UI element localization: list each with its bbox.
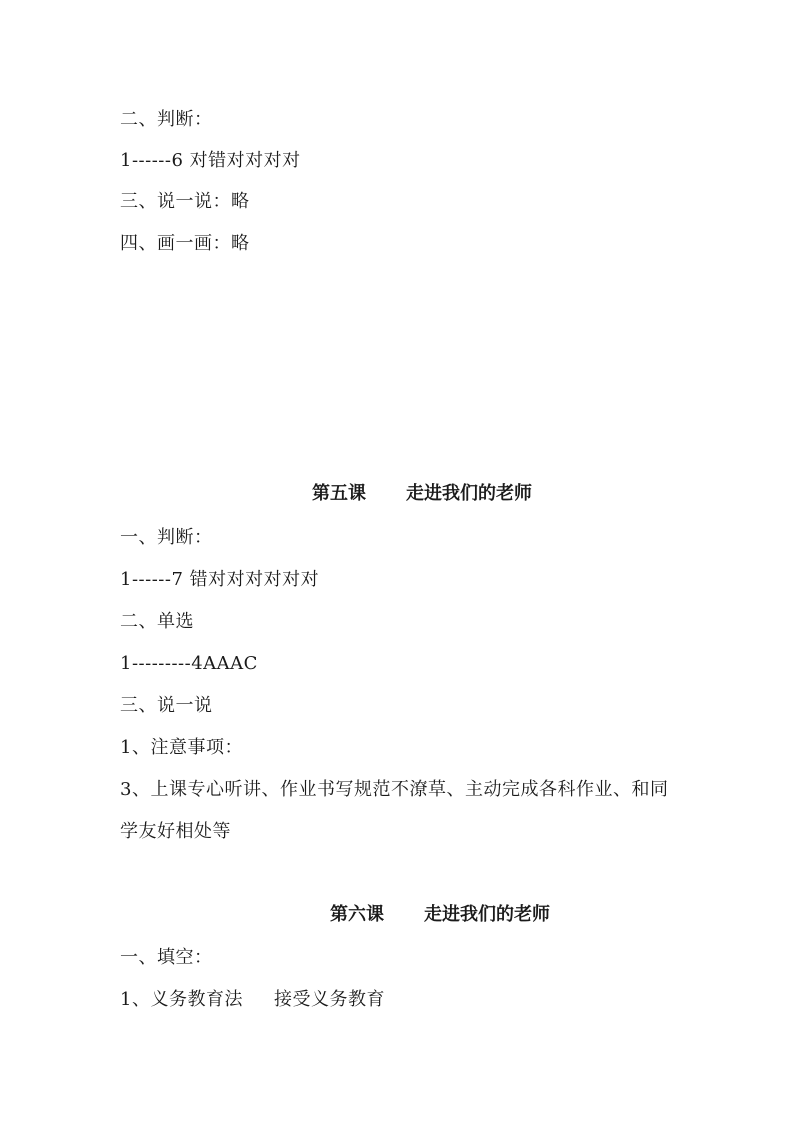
lesson-number: 第六课	[330, 904, 384, 925]
answer-line: 1------6 对错对对对对	[120, 150, 301, 171]
section-heading-discuss: 三、说一说：略	[120, 191, 250, 212]
answer-line: 1、义务教育法 接受义务教育	[120, 989, 386, 1010]
section-heading-single-choice: 二、单选	[120, 611, 194, 632]
answer-line: 学友好相处等	[120, 821, 231, 842]
answer-line: 1------7 错对对对对对对	[120, 569, 320, 590]
answer-line: 3、上课专心听讲、作业书写规范不潦草、主动完成各科作业、和同	[120, 779, 669, 800]
answer-line: 1---------4AAAC	[120, 653, 258, 674]
lesson-name: 走进我们的老师	[424, 904, 550, 925]
section-heading-discuss: 三、说一说	[120, 695, 213, 716]
lesson-5-title	[312, 482, 532, 506]
section-heading-judge: 一、判断：	[120, 527, 213, 548]
section-heading-judge: 二、判断：	[120, 109, 213, 130]
lesson-6-title	[330, 903, 550, 927]
answer-line: 1、注意事项：	[120, 737, 243, 758]
lesson-number: 第五课	[312, 483, 366, 504]
lesson-name: 走进我们的老师	[406, 483, 532, 504]
section-heading-fill-blank: 一、填空：	[120, 947, 213, 968]
section-heading-draw: 四、画一画：略	[120, 233, 250, 254]
